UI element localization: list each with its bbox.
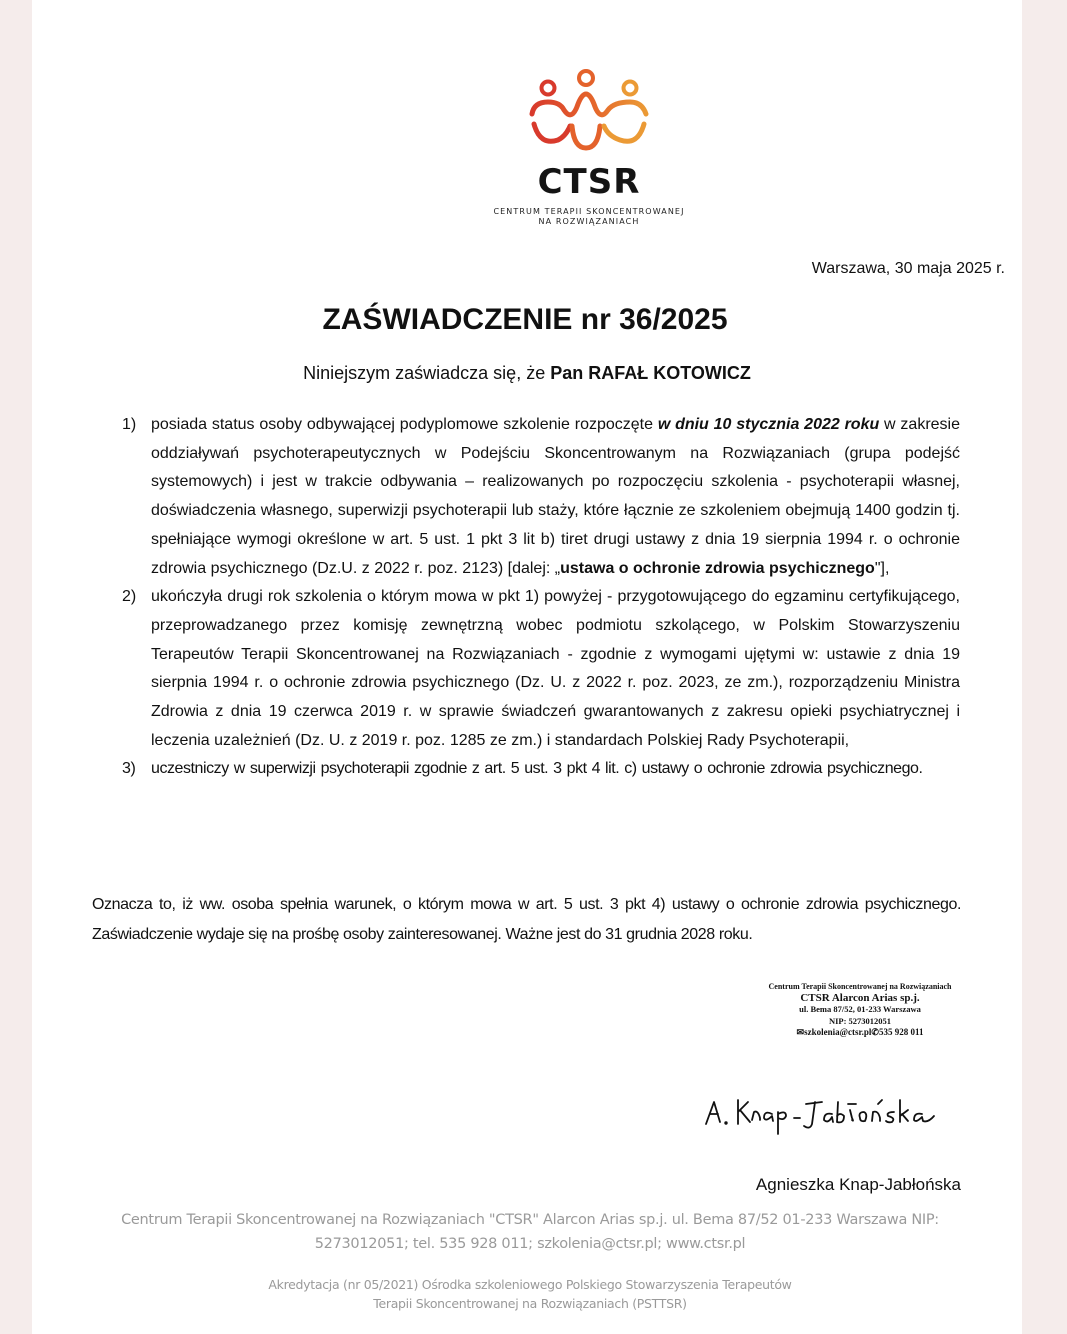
- logo-subtitle-line1: CENTRUM TERAPII SKONCENTROWANEJ: [493, 207, 685, 216]
- handwritten-signature: [702, 1090, 962, 1140]
- logo-wordmark: CTSR: [537, 162, 641, 202]
- ctsr-logo: [484, 64, 694, 234]
- stamp-contact: [760, 1027, 960, 1039]
- document-title: ZAŚWIADCZENIE nr 36/2025: [322, 303, 728, 336]
- start-date-emphasis: w dniu 10 stycznia 2022 roku: [657, 416, 880, 433]
- footer-contact: [80, 1208, 980, 1256]
- signature-icon: [702, 1090, 962, 1140]
- footer-line: Terapii Skoncentrowanej na Rozwiązaniach (PSTTSR): [373, 1296, 687, 1311]
- stamp-nip: NIP: 5273012051: [828, 1015, 892, 1026]
- certification-items-list: [90, 411, 960, 784]
- stamp-address: ul. Bema 87/52, 01-233 Warszawa: [799, 1004, 921, 1014]
- logo-subtitle-line2: NA ROZWIĄZANIACH: [538, 217, 640, 226]
- footer-accreditation: [80, 1275, 980, 1313]
- document-date: Warszawa, 30 maja 2025 r.: [811, 260, 1005, 277]
- list-item: [90, 411, 960, 583]
- item-text: uczestniczy w superwizji psychoterapii zgodnie z art. 5 ust. 3 pkt 4 lit. c) ustawy o ochronie zdrowia psychicznego.: [151, 760, 923, 778]
- logo-subtitle: [484, 207, 694, 227]
- footer-line: Centrum Terapii Skoncentrowanej na Rozwiązaniach "CTSR" Alarcon Arias sp.j. ul. Bema 87/52 01-233 Warszawa NIP:: [121, 1212, 939, 1228]
- company-stamp: [760, 981, 960, 1039]
- item-text: w zakresie oddziaływań psychoterapeutycznych w Podejściu Skoncentrowanym na Rozwiązaniach (grupa podejść systemowych) i jest w trakcie odbywania – realizowanych po rozpoczęciu szkolenia - psychoterapii własnej, doświadczenia własnego, superwizji psychoterapii lub staży, które łącznie ze szkoleniem obejmują 1400 godzin tj. spełniające wymogi określone w art. 5 ust. 1 pkt 3 lit b) tiret drugi ustawy z dnia 19 sierpnia 1994 r. o ochronie zdrowia psychicznego (Dz.U. z 2022 r. poz. 2123) [dalej: „: [151, 416, 960, 577]
- person-name: Pan RAFAŁ KOTOWICZ: [550, 363, 751, 383]
- greeting-line: [0, 363, 1054, 384]
- phone-icon: ✆: [871, 1027, 879, 1037]
- stamp-email: szkolenia@ctsr.pl: [804, 1027, 872, 1037]
- footer-line: 5273012051; tel. 535 928 011; szkolenia@ctsr.pl; www.ctsr.pl: [314, 1236, 746, 1252]
- signer-name: Agnieszka Knap-Jabłońska: [755, 1175, 961, 1194]
- envelope-icon: ✉: [796, 1027, 805, 1037]
- item-number: 3): [122, 760, 136, 778]
- act-name-emphasis: ustawa o ochronie zdrowia psychicznego: [560, 559, 875, 577]
- item-number: 2): [122, 588, 137, 606]
- footer-line: Akredytacja (nr 05/2021) Ośrodka szkoleniowego Polskiego Stowarzyszenia Terapeutów: [268, 1277, 792, 1292]
- item-text: "],: [874, 559, 890, 577]
- list-item: [90, 755, 960, 784]
- greeting-prefix: Niniejszym zaświadcza się, że: [303, 363, 551, 383]
- closing-paragraph: Oznacza to, iż ww. osoba spełnia warunek, o którym mowa w art. 5 ust. 3 pkt 4) ustawy o ochronie zdrowia psychicznego. Zaświadczenie wydaje się na prośbę osoby zainteresowanej. Ważne jest do 31 grudnia 2028 roku.: [92, 896, 961, 943]
- item-number: 1): [122, 416, 137, 433]
- stamp-company: CTSR Alarcon Arias sp.j.: [800, 991, 920, 1004]
- item-text: posiada status osoby odbywającej podyplomowe szkolenie rozpoczęte: [151, 416, 658, 433]
- stamp-line: Centrum Terapii Skoncentrowanej na Rozwiązaniach: [768, 982, 952, 991]
- list-item: [90, 583, 960, 755]
- stamp-phone: 535 928 011: [878, 1027, 924, 1037]
- item-text: ukończyła drugi rok szkolenia o którym mowa w pkt 1) powyżej - przygotowującego do egzaminu certyfikującego, przeprowadzanego przez komisję zewnętrzną wobec podmiotu szkolącego, w Polskim Stowarzyszeniu Terapeutów Terapii Skoncentrowanej na Rozwiązaniach - zgodnie z wymogami ujętymi w: ustawie z dnia 19 sierpnia 1994 r. o ochronie zdrowia psychicznego (Dz. U. z 2022 r. poz. 2023, ze zm.), rozporządzeniu Ministra Zdrowia z dnia 19 czerwca 2019 r. w sprawie świadczeń gwarantowanych z zakresu opieki psychiatrycznej i leczenia uzależnień (Dz. U. z 2019 r. poz. 1285 ze zm.) i standardach Polskiej Rady Psychoterapii,: [151, 588, 960, 749]
- people-logo-icon: [524, 64, 654, 154]
